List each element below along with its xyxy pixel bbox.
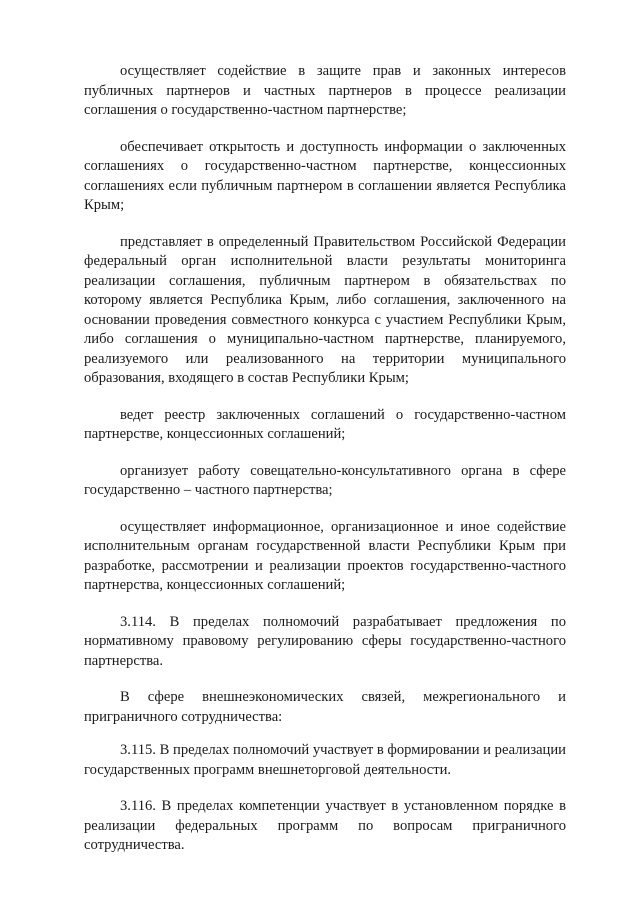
paragraph-10: 3.116. В пределах компетенции участвует в установленном порядке в реализации федеральных программ по вопросам приграничного сотрудничества.: [84, 798, 566, 853]
paragraph-8: В сфере внешнеэкономических связей, межрегионального и приграничного сотрудничества:: [84, 689, 566, 725]
paragraph-1: осуществляет содействие в защите прав и законных интересов публичных партнеров и частных партнеров в процессе реализации соглашения о государственно-частном партнерстве;: [84, 63, 566, 118]
paragraph-9: 3.115. В пределах полномочий участвует в формировании и реализации государственных программ внешнеторговой деятельности.: [84, 742, 566, 778]
paragraph-5: организует работу совещательно-консультативного органа в сфере государственно – частного партнерства;: [84, 462, 566, 498]
paragraph-2: обеспечивает открытость и доступность информации о заключенных соглашениях о государственно-частном партнерстве, концессионных соглашениях если публичным партнером в соглашении является Республика Крым;: [84, 138, 566, 213]
paragraph-7: 3.114. В пределах полномочий разрабатывает предложения по нормативному правовому регулированию сферы государственно-частного партнерства.: [84, 613, 566, 669]
paragraph-4: ведет реестр заключенных соглашений о государственно-частном партнерстве, концессионных соглашений;: [84, 406, 566, 442]
paragraph-6: осуществляет информационное, организационное и иное содействие исполнительным органам государственной власти Республики Крым при разработке, рассмотрении и реализации проектов государственно-частного партнерства, концессионных соглашений;: [84, 518, 566, 593]
paragraph-3: представляет в определенный Правительством Российской Федерации федеральный орган исполнительной власти результаты мониторинга реализации соглашения, публичным партнером в обязательствах по которому является Республика Крым, либо соглашения, заключенного на основании проведения совместного конкурса с участием Республики Крым, либо соглашения о муниципально-частном партнерстве, планируемого, реализуемого или реализованного на территории муниципального образования, входящего в состав Республики Крым;: [84, 233, 566, 386]
document-page: [84, 62, 566, 873]
